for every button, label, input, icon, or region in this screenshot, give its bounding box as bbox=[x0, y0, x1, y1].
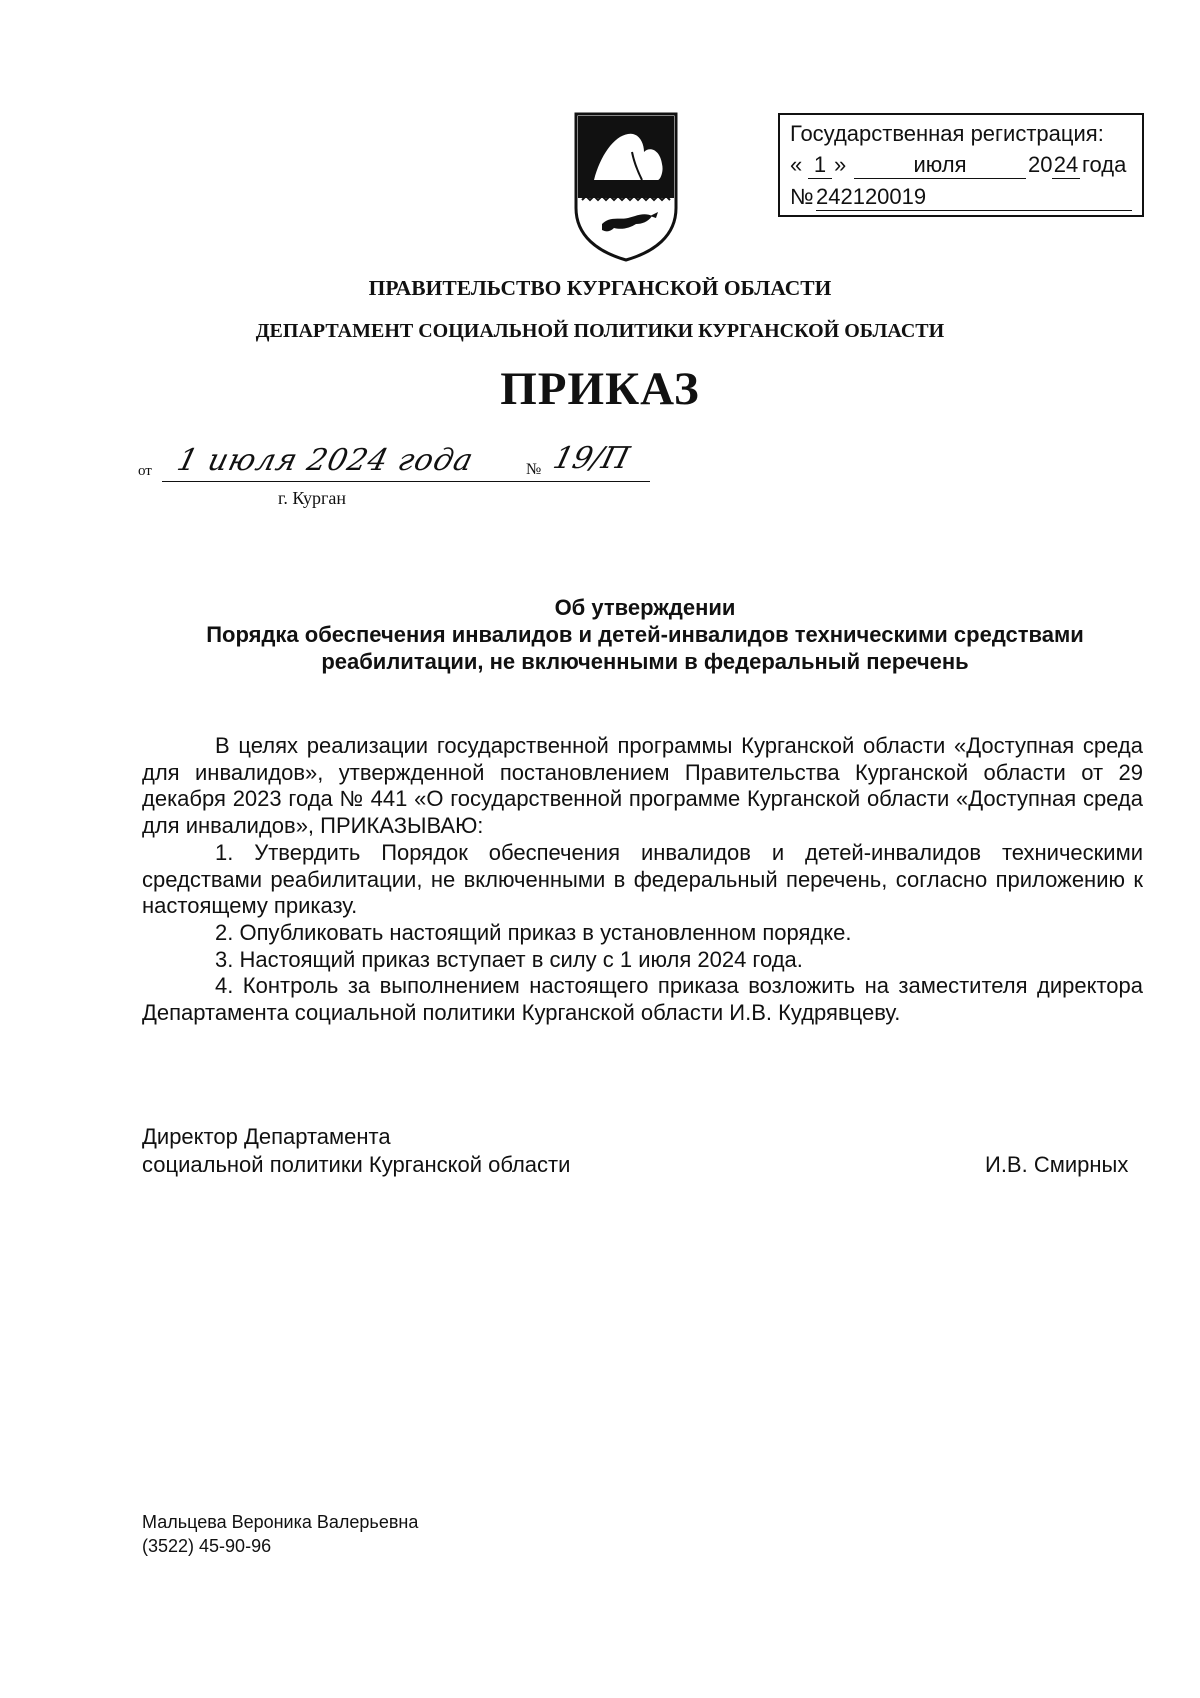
order-title-line3: реабилитации, не включенными в федеральный перечень bbox=[321, 649, 969, 674]
order-item-3: 3. Настоящий приказ вступает в силу с 1 июля 2024 года. bbox=[215, 946, 803, 972]
registration-quote-open: « bbox=[790, 152, 803, 177]
registration-year-prefix: 20 bbox=[1028, 152, 1053, 177]
order-item-4: 4. Контроль за выполнением настоящего приказа возложить на заместителя директора Департамента социальной политики Курганской области И.В. Кудрявцеву. bbox=[142, 973, 1143, 1026]
date-number-line bbox=[138, 441, 658, 507]
registration-number-sign: № bbox=[790, 184, 814, 209]
registration-title: Государственная регистрация: bbox=[790, 121, 1104, 146]
registration-year-suffix: 24 bbox=[1053, 152, 1079, 177]
order-item-2: 2. Опубликовать настоящий приказ в установленном порядке. bbox=[215, 919, 852, 945]
number-sign: № bbox=[526, 461, 542, 478]
handwritten-number: 19/П bbox=[549, 441, 633, 476]
executor-name: Мальцева Вероника Валерьевна bbox=[142, 1512, 419, 1532]
signatory-position-line1: Директор Департамента bbox=[142, 1124, 391, 1149]
registration-date-row bbox=[790, 149, 1132, 181]
handwritten-date: 1 июля 2024 года bbox=[173, 443, 478, 478]
date-underline bbox=[162, 481, 650, 482]
preamble-paragraph: В целях реализации государственной программы Курганской области «Доступная среда для инвалидов», утвержденной постановлением Правительства Курганской области от 29 декабря 2023 года № 441 «О государственной программе Курганской области «Доступная среда для инвалидов», ПРИКАЗЫВАЮ: bbox=[142, 733, 1143, 839]
registration-number: 242120019 bbox=[816, 184, 1132, 211]
registration-day: 1 bbox=[808, 152, 832, 179]
order-item-1: 1. Утвердить Порядок обеспечения инвалидов и детей-инвалидов техническими средствами реабилитации, не включенными в федеральный перечень, согласно приложению к настоящему приказу. bbox=[142, 839, 1143, 919]
coat-of-arms-emblem bbox=[572, 112, 680, 262]
registration-stamp bbox=[778, 113, 1144, 217]
order-body bbox=[142, 733, 1143, 1027]
department-heading: ДЕПАРТАМЕНТ СОЦИАЛЬНОЙ ПОЛИТИКИ КУРГАНСКОЙ ОБЛАСТИ bbox=[255, 320, 945, 342]
order-title-line2: Порядка обеспечения инвалидов и детей-инвалидов техническими средствами bbox=[206, 622, 1084, 647]
registration-year-word: года bbox=[1082, 152, 1127, 177]
registration-month: июля bbox=[854, 152, 1026, 179]
signatory-position-line2: социальной политики Курганской области bbox=[142, 1152, 571, 1177]
city-label: г. Курган bbox=[278, 488, 347, 508]
order-title-line1: Об утверждении bbox=[554, 595, 736, 620]
signatory-name: И.В. Смирных bbox=[985, 1152, 1129, 1177]
executor-phone: (3522) 45-90-96 bbox=[142, 1536, 272, 1556]
registration-quote-close: » bbox=[834, 152, 847, 177]
government-heading: ПРАВИТЕЛЬСТВО КУРГАНСКОЙ ОБЛАСТИ bbox=[368, 276, 832, 300]
registration-number-row bbox=[790, 181, 1132, 213]
date-prefix: от bbox=[138, 463, 152, 479]
document-type-heading: ПРИКАЗ bbox=[500, 363, 700, 415]
